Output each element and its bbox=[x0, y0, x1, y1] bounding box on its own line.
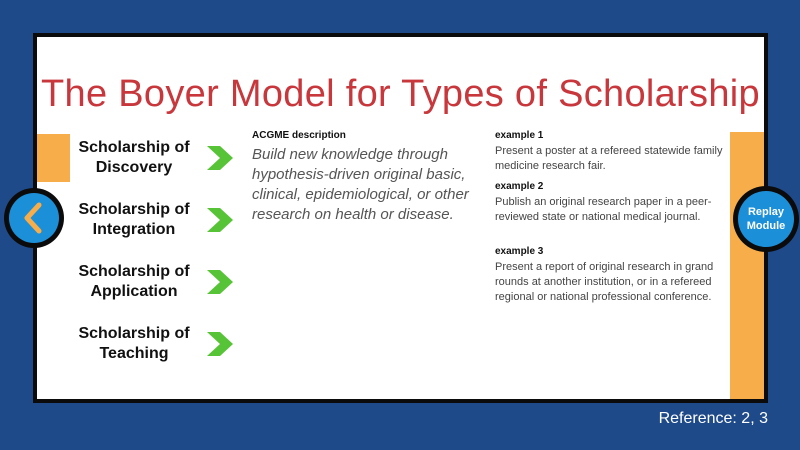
chevron-right-icon bbox=[205, 267, 235, 297]
replay-label: Replay bbox=[747, 206, 785, 218]
scholarship-label-line1: Scholarship of bbox=[78, 139, 190, 156]
chevron-right-icon bbox=[205, 143, 235, 173]
back-button[interactable] bbox=[4, 188, 64, 248]
scholarship-label-line2: Discovery bbox=[95, 159, 173, 176]
scholarship-application-label[interactable] bbox=[69, 262, 199, 302]
scholarship-teaching-label[interactable] bbox=[69, 324, 199, 364]
description-text: Build new knowledge through hypothesis-driven original basic, clinical, epidemiological, or other research on health or disease. bbox=[252, 146, 469, 223]
replay-module-button[interactable] bbox=[733, 186, 799, 252]
chevron-left-icon bbox=[9, 193, 59, 243]
example-3-text: Present a report of original research in grand rounds at another institution, or in a refereed regional or national professional conference. bbox=[495, 261, 714, 303]
accent-bar-left bbox=[37, 134, 70, 182]
example-3-heading: example 3 bbox=[495, 246, 544, 257]
reference-text: Reference: 2, 3 bbox=[658, 410, 768, 427]
slide-title: The Boyer Model for Types of Scholarship bbox=[41, 73, 760, 115]
chevron-right-icon bbox=[205, 205, 235, 235]
replay-button-face bbox=[738, 191, 794, 247]
scholarship-label-line2: Teaching bbox=[99, 345, 169, 362]
scholarship-label-line2: Application bbox=[90, 283, 178, 300]
description-heading: ACGME description bbox=[252, 130, 346, 141]
accent-bar-right bbox=[730, 132, 764, 403]
example-2-heading: example 2 bbox=[495, 181, 544, 192]
scholarship-integration-label[interactable] bbox=[69, 200, 199, 240]
example-1-heading: example 1 bbox=[495, 130, 544, 141]
chevron-right-icon bbox=[205, 329, 235, 359]
scholarship-label-line1: Scholarship of bbox=[78, 263, 190, 280]
slide-panel bbox=[33, 33, 768, 403]
example-2-text: Publish an original research paper in a peer-reviewed state or national medical journal. bbox=[495, 196, 712, 223]
scholarship-label-line1: Scholarship of bbox=[78, 325, 190, 342]
example-1-text: Present a poster at a refereed statewide family medicine research fair. bbox=[495, 145, 723, 172]
back-button-face bbox=[9, 193, 59, 243]
scholarship-discovery-label[interactable] bbox=[69, 138, 199, 178]
scholarship-label-line2: Integration bbox=[92, 221, 176, 238]
module-label: Module bbox=[746, 220, 786, 232]
scholarship-label-line1: Scholarship of bbox=[78, 201, 190, 218]
